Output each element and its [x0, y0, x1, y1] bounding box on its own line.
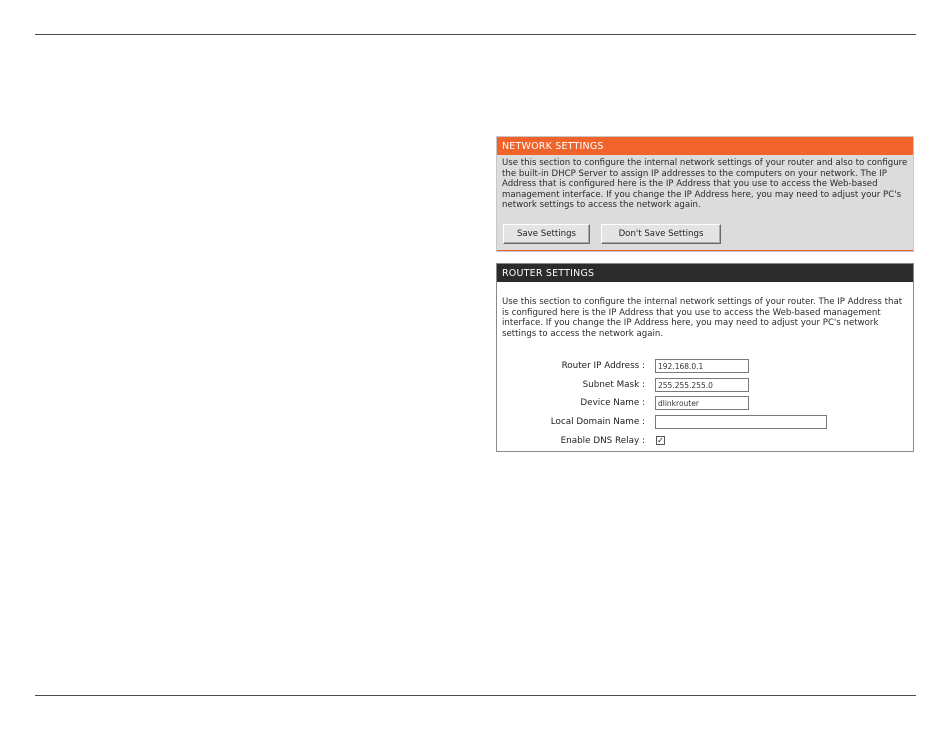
save-settings-button[interactable]: Save Settings — [503, 224, 590, 244]
checkmark-icon: ✓ — [657, 436, 664, 445]
dns-relay-label: Enable DNS Relay : — [560, 436, 645, 446]
network-settings-description: Use this section to configure the internal network settings of your router and also to configure the built-in DHCP Server to assign IP addresses to the computers on your network. The IP Address that is configured here is the IP Address that you use to access the Web-based management interface. If you change the IP Address here, you may need to adjust your PC's network settings to access the network again. — [502, 158, 908, 210]
router-settings-header: ROUTER SETTINGS — [497, 264, 913, 282]
local-domain-label: Local Domain Name : — [550, 417, 645, 427]
network-settings-panel — [496, 136, 914, 252]
router-settings-description: Use this section to configure the internal network settings of your router. The IP Address that is configured here is the IP Address that you use to access the Web-based management interface. If you change the IP Address here, you may need to adjust your PC's network settings to access the network again. — [502, 297, 903, 339]
top-divider — [35, 34, 916, 35]
subnet-mask-input[interactable] — [655, 378, 749, 392]
device-name-input[interactable] — [655, 396, 749, 410]
network-settings-header: NETWORK SETTINGS — [497, 137, 913, 155]
device-name-label: Device Name : — [580, 398, 645, 408]
dns-relay-checkbox[interactable] — [656, 436, 665, 445]
router-ip-label: Router IP Address : — [561, 361, 645, 371]
subnet-mask-label: Subnet Mask : — [582, 380, 645, 390]
dont-save-settings-button[interactable]: Don't Save Settings — [601, 224, 721, 244]
local-domain-input[interactable] — [655, 415, 827, 429]
bottom-divider — [35, 695, 916, 696]
network-settings-bottom-rule — [497, 250, 913, 251]
router-ip-input[interactable] — [655, 359, 749, 373]
router-settings-panel — [496, 263, 914, 452]
